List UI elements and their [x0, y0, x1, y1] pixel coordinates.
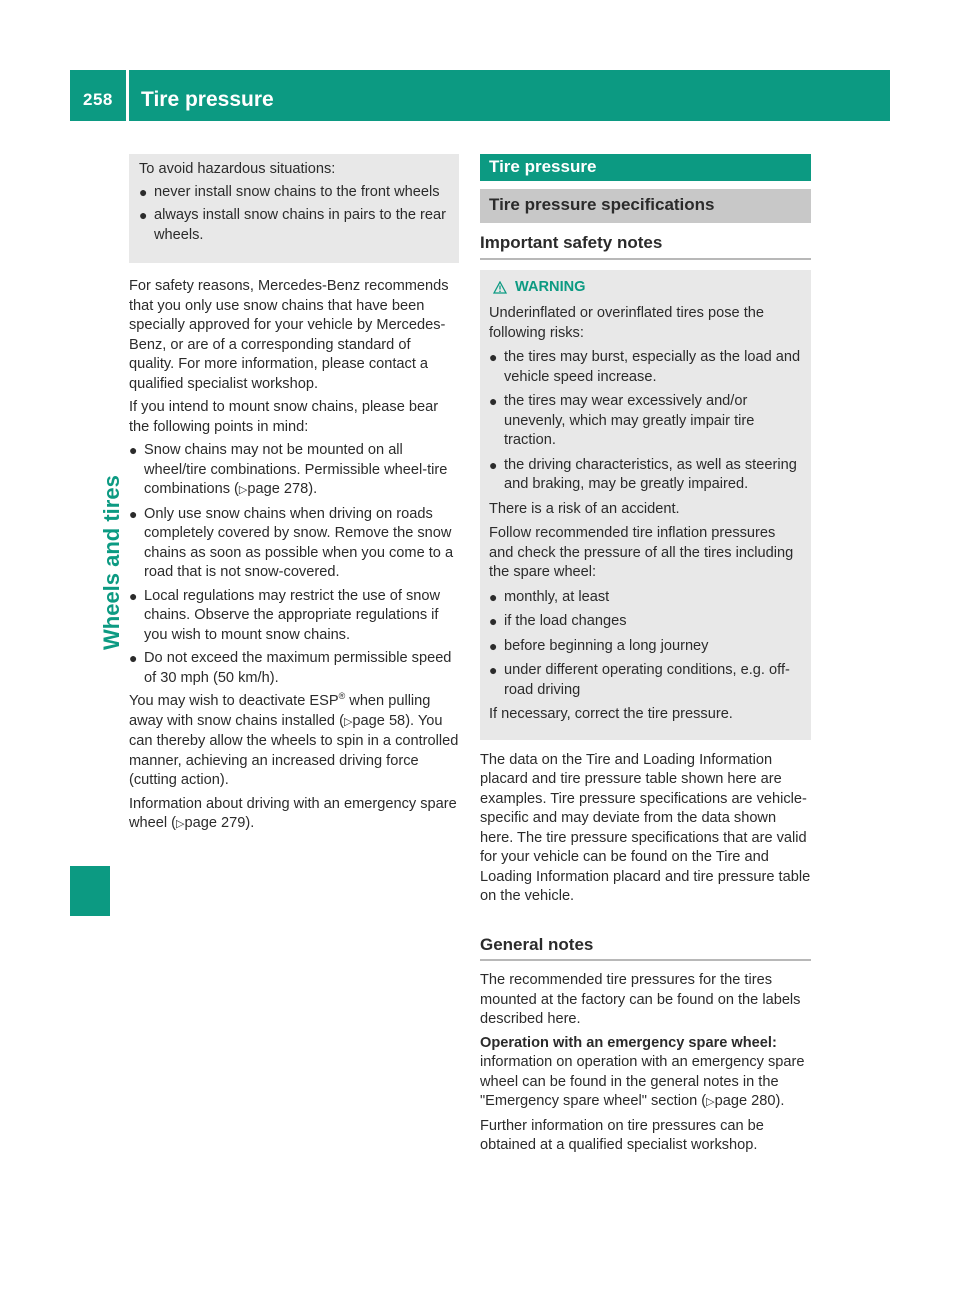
warning-triangle-icon [493, 281, 507, 294]
list-item: ● the driving characteristics, as well as steering and braking, may be greatly impaired. [489, 456, 797, 492]
paragraph: Operation with an emergency spare wheel: information on operation with an emergency spare wheel can be found in the general notes in the "Emergency spare wheel" section (▷page 280). [480, 1034, 805, 1109]
list-item: ● Only use snow chains when driving on roads completely covered by snow. Remove the snow chains as soon as possible when you come to a road that is not snow-covered. [129, 505, 454, 580]
paragraph: Further information on tire pressures can be obtained at a qualified specialist workshop. [480, 1117, 764, 1153]
hazard-box [129, 154, 459, 263]
follow-note: Follow recommended tire inflation pressures and check the pressure of all the tires including the spare wheel: [489, 525, 794, 580]
page-ref-link[interactable]: page 58 [352, 712, 406, 729]
page-ref-link[interactable]: page 280 [714, 1093, 776, 1109]
chapter-label: Wheels and tires [99, 475, 124, 650]
topic-heading: Important safety notes [480, 223, 811, 260]
paragraph: For safety reasons, Mercedes-Benz recommends that you only use snow chains that have been specially approved for your vehicle by Mercedes-Benz, or are of a corresponding standard of quality. For more information, please contact a qualified specialist workshop. [129, 278, 449, 392]
right-column [480, 154, 811, 1160]
page-number: 258 [83, 90, 113, 109]
page-ref-link[interactable]: page 279 [184, 815, 246, 831]
list-item: ● never install snow chains to the front wheels [139, 183, 440, 200]
paragraph: The recommended tire pressures for the tires mounted at the factory can be found on the labels described here. [480, 972, 801, 1027]
page-ref-link[interactable]: page 278 [247, 481, 309, 497]
list-item: ● under different operating conditions, e.g. off-road driving [489, 662, 790, 698]
list-item: ● always install snow chains in pairs to the rear wheels. [139, 207, 447, 243]
paragraph: If you intend to mount snow chains, please bear the following points in mind: [129, 399, 439, 435]
page-title: Tire pressure [141, 88, 274, 111]
list-item: ● the tires may burst, especially as the load and vehicle speed increase. [489, 349, 801, 385]
snow-chain-list [129, 441, 459, 688]
list-item: ● if the load changes [489, 613, 627, 629]
list-item: ● the tires may wear excessively and/or unevenly, which may greatly impair tire traction. [489, 393, 755, 448]
page-ref-arrow-icon: ▷ [176, 818, 185, 830]
warning-box [480, 270, 811, 740]
subsection-title: Tire pressure specifications [480, 189, 811, 223]
check-list [489, 588, 802, 701]
accident-note: There is a risk of an accident. [489, 500, 680, 517]
section-title: Tire pressure [480, 154, 811, 181]
left-column [129, 154, 459, 839]
page-ref-arrow-icon: ▷ [343, 715, 353, 728]
paragraph: Information about driving with an emergency spare wheel (▷page 279). [129, 795, 457, 831]
warning-heading: WARNING [489, 278, 802, 298]
risk-list [489, 348, 802, 495]
header-divider [126, 70, 129, 121]
page-ref-arrow-icon: ▷ [238, 484, 248, 496]
correct-note: If necessary, correct the tire pressure. [489, 706, 733, 722]
hazard-list [139, 183, 449, 246]
paragraph: You may wish to deactivate ESP® when pulling away with snow chains installed (▷page 58). You can thereby allow the wheels to spin in a controlled manner, achieving an increased driving force (cutting action). [129, 691, 459, 788]
list-item: ● before beginning a long journey [489, 637, 709, 654]
list-item: ● Snow chains may not be mounted on all wheel/tire combinations. Permissible wheel-tire combinations (▷page 278). [129, 442, 448, 497]
list-item: ● Local regulations may restrict the use of snow chains. Observe the appropriate regulations if you wish to mount snow chains. [129, 587, 441, 643]
paragraph: The data on the Tire and Loading Information placard and tire pressure table shown here are examples. Tire pressure specifications are vehicle-specific and may deviate from the data shown here. The tire pressure specifications that are valid for your vehicle can be found on the Tire and Loading Information placard and tire pressure table on the vehicle. [480, 751, 811, 904]
chapter-marker [70, 866, 110, 916]
list-item: ● Do not exceed the maximum permissible speed of 30 mph (50 km/h). [129, 650, 452, 686]
topic-heading: General notes [480, 925, 811, 962]
hazard-intro: To avoid hazardous situations: [139, 161, 336, 177]
page-ref-arrow-icon: ▷ [706, 1096, 715, 1108]
list-item: ● monthly, at least [489, 588, 610, 605]
warning-intro: Underinflated or overinflated tires pose the following risks: [489, 305, 765, 341]
